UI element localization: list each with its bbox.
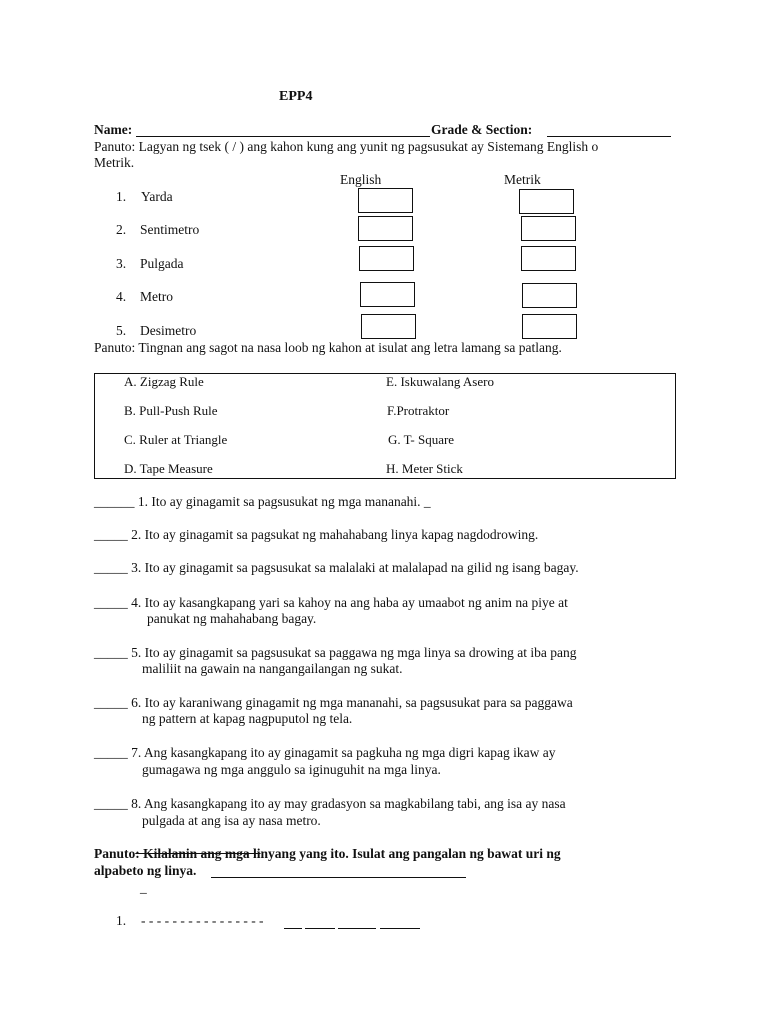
- question-text: 1. Ito ay ginagamit sa pagsusukat ng mga mananahi. _: [134, 494, 431, 509]
- name-field[interactable]: [136, 136, 430, 137]
- page-title: EPP4: [279, 89, 313, 104]
- choice-item: F.Protraktor: [387, 403, 450, 418]
- question-text-cont: maliliit na gawain na nangangailangan ng sukat.: [142, 661, 403, 676]
- answer-blank[interactable]: _____: [94, 645, 128, 660]
- measure-item-number: 4.: [116, 289, 127, 304]
- answer-blank[interactable]: ______: [94, 494, 135, 509]
- measure-item-number: 5.: [116, 323, 127, 338]
- question-text: 2. Ito ay ginagamit sa pagsukat ng mahahabang linya kapag nagdodrowing.: [127, 527, 539, 542]
- answer-blank[interactable]: _____: [94, 745, 128, 760]
- question-text: 7. Ang kasangkapang ito ay ginagamit sa pagkuha ng mga digri kapag ikaw ay: [127, 745, 556, 760]
- question-2: [94, 527, 538, 543]
- metrik-checkbox[interactable]: [519, 189, 574, 214]
- english-checkbox[interactable]: [358, 188, 413, 213]
- question-text-cont: panukat ng mahahabang bagay.: [147, 611, 317, 626]
- instruction-text-b: . Isulat ang pangalan ng bawat uri ng: [345, 846, 561, 861]
- name-label: Name:: [94, 122, 133, 137]
- measure-item-label: Yarda: [141, 189, 173, 204]
- part3-instruction-cont: alpabeto ng linya.: [94, 863, 197, 878]
- metrik-checkbox[interactable]: [522, 283, 577, 308]
- choice-item: H. Meter Stick: [386, 461, 463, 476]
- choice-item: A. Zigzag Rule: [124, 374, 204, 389]
- part1-instruction-cont: Metrik.: [94, 155, 135, 170]
- question-text: 8. Ang kasangkapang ito ay may gradasyon sa magkabilang tabi, ang isa ay nasa: [127, 796, 566, 811]
- stray-mark: _: [140, 880, 147, 895]
- question-7: [94, 745, 556, 761]
- question-1: [94, 494, 431, 510]
- question-text: 6. Ito ay karaniwang ginagamit ng mga mananahi, sa pagsusukat para sa paggawa: [127, 695, 573, 710]
- part1-instruction: Panuto: Lagyan ng tsek ( / ) ang kahon kung ang yunit ng pagsusukat ay Sistemang English o: [94, 139, 599, 154]
- question-5: [94, 645, 577, 661]
- part3-underline: [211, 877, 466, 878]
- answer-blank[interactable]: _____: [94, 560, 128, 575]
- answer-blank[interactable]: _____: [94, 527, 128, 542]
- english-checkbox[interactable]: [359, 246, 414, 271]
- english-checkbox[interactable]: [358, 216, 413, 241]
- measure-item-number: 3.: [116, 256, 127, 271]
- line-answer-blank[interactable]: [380, 928, 420, 929]
- question-text-cont: ng pattern at kapag nagpuputol ng tela.: [142, 711, 353, 726]
- question-text-cont: gumagawa ng mga anggulo sa iginuguhit na mga linya.: [142, 762, 441, 777]
- question-4: [94, 595, 568, 611]
- grade-section-label: Grade & Section:: [431, 122, 533, 137]
- english-checkbox[interactable]: [361, 314, 416, 339]
- answer-blank[interactable]: _____: [94, 695, 128, 710]
- struck-text: : Kilalanin ang mga li: [135, 846, 261, 861]
- metrik-checkbox[interactable]: [522, 314, 577, 339]
- choice-item: E. Iskuwalang Asero: [386, 374, 494, 389]
- question-6: [94, 695, 573, 711]
- part2-instruction: Panuto: Tingnan ang sagot na nasa loob ng kahon at isulat ang letra lamang sa patlang.: [94, 340, 562, 355]
- question-3: [94, 560, 579, 576]
- answer-blank[interactable]: _____: [94, 595, 128, 610]
- instruction-text: nyang yang ito: [260, 846, 346, 861]
- choice-item: G. T- Square: [388, 432, 455, 447]
- col-metrik-header: Metrik: [504, 172, 541, 187]
- measure-item-label: Pulgada: [140, 256, 184, 271]
- metrik-checkbox[interactable]: [521, 216, 576, 241]
- question-8: [94, 796, 566, 812]
- line-answer-blank[interactable]: [284, 928, 302, 929]
- line-answer-blank[interactable]: [305, 928, 335, 929]
- question-text: 5. Ito ay ginagamit sa pagsusukat sa paggawa ng mga linya sa drowing at iba pang: [127, 645, 577, 660]
- measure-item-number: 1.: [116, 189, 127, 204]
- question-text: 3. Ito ay ginagamit sa pagsusukat sa malalaki at malalapad na gilid ng isang bagay.: [127, 560, 579, 575]
- question-text: 4. Ito ay kasangkapang yari sa kahoy na ang haba ay umaabot ng anim na piye at: [127, 595, 568, 610]
- choice-item: D. Tape Measure: [124, 461, 213, 476]
- choice-item: B. Pull-Push Rule: [124, 403, 218, 418]
- answer-blank[interactable]: _____: [94, 796, 128, 811]
- choice-item: C. Ruler at Triangle: [124, 432, 228, 447]
- part3-instruction: [94, 846, 561, 862]
- line-item-dashes: - - - - - - - - - - - - - - - -: [141, 913, 264, 928]
- measure-item-label: Sentimetro: [140, 222, 200, 237]
- col-english-header: English: [340, 172, 382, 187]
- measure-item-number: 2.: [116, 222, 127, 237]
- measure-item-label: Metro: [140, 289, 173, 304]
- english-checkbox[interactable]: [360, 282, 415, 307]
- line-item-number: 1.: [116, 913, 127, 928]
- question-text-cont: pulgada at ang isa ay nasa metro.: [142, 813, 321, 828]
- measure-item-label: Desimetro: [140, 323, 197, 338]
- line-answer-blank[interactable]: [338, 928, 376, 929]
- grade-section-field[interactable]: [547, 136, 671, 137]
- metrik-checkbox[interactable]: [521, 246, 576, 271]
- panuto-label: Panuto: [94, 846, 136, 861]
